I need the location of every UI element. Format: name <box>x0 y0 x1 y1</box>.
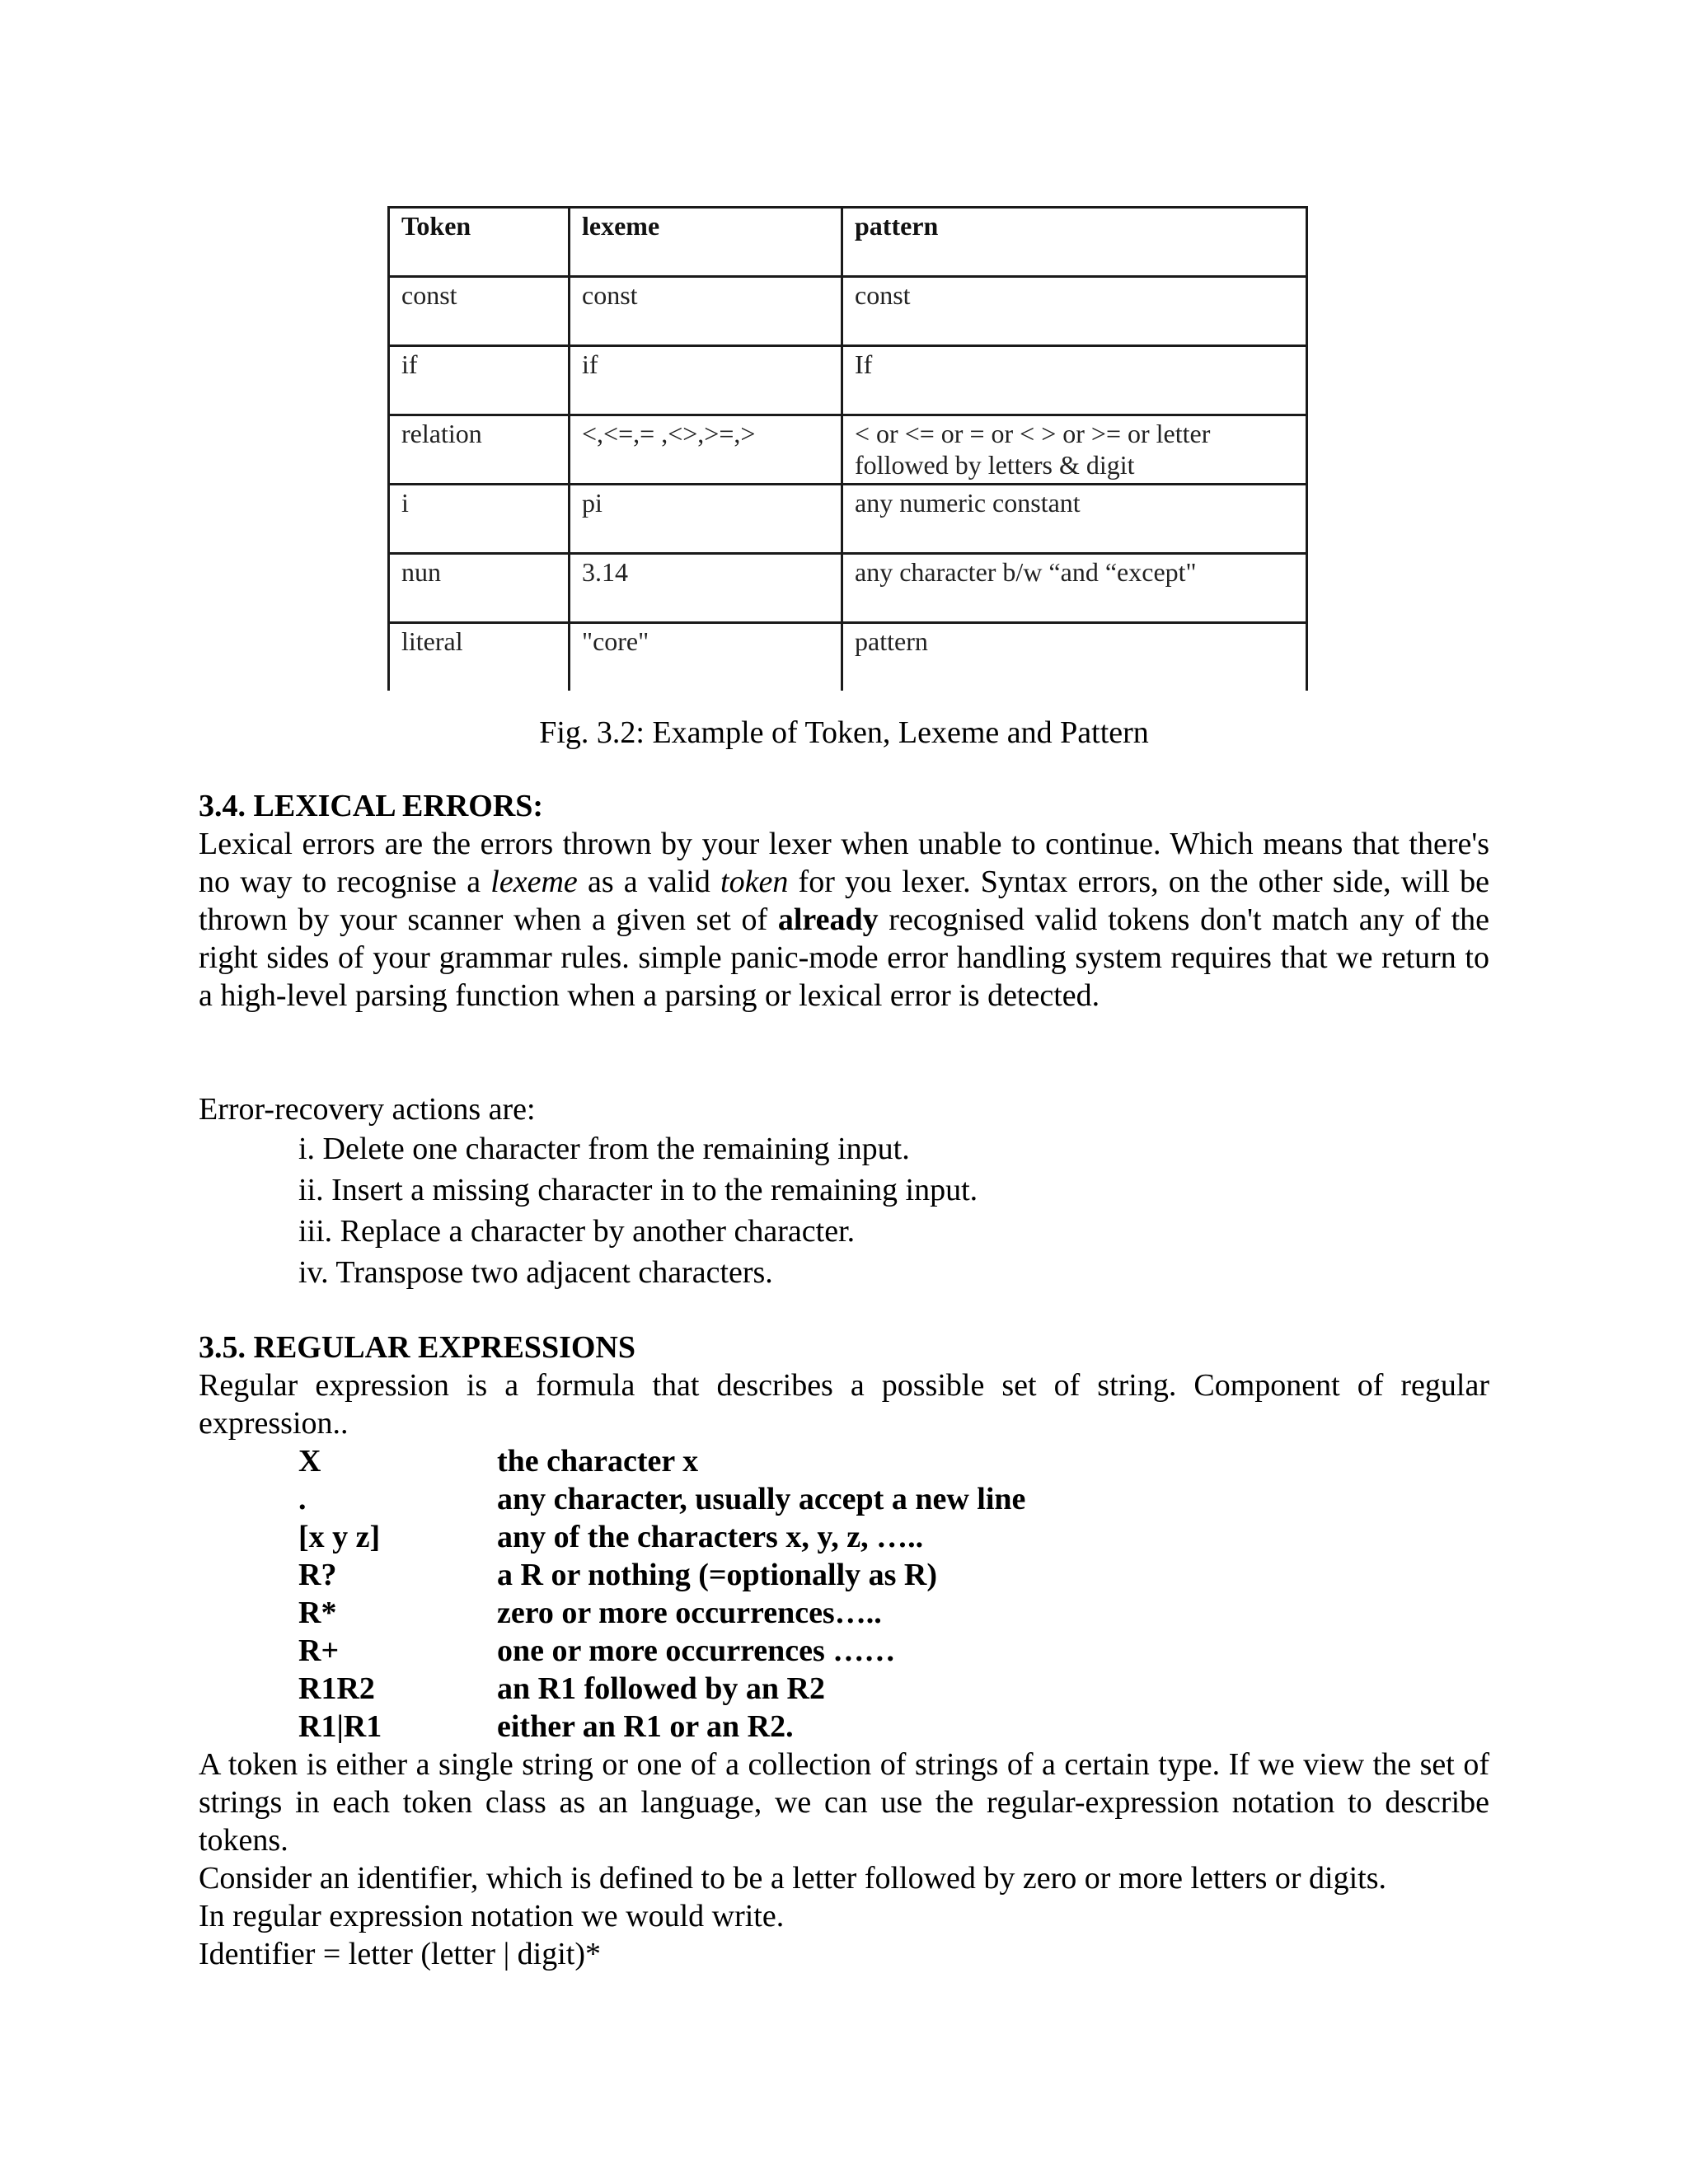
regex-symbol: [x y z] <box>298 1520 381 1554</box>
table-row <box>298 1594 1025 1632</box>
token-class-paragraph: A token is either a single string or one of a collection of strings of a certain type. If we view the set of strings in each token class as an language, we can use the regular-expression notation to describe tokens. <box>199 1747 1489 1858</box>
table-row <box>298 1670 1025 1708</box>
regex-meaning: zero or more occurrences….. <box>497 1596 882 1630</box>
regex-components-table <box>298 1442 1025 1746</box>
table-cell: literal <box>389 623 570 691</box>
table-cell: nun <box>389 554 570 623</box>
table-cell: pattern <box>842 623 1307 691</box>
regex-meaning: a R or nothing (=optionally as R) <box>497 1558 938 1592</box>
table-row <box>389 346 1307 415</box>
table-cell: pi <box>570 485 842 554</box>
table-row <box>298 1556 1025 1594</box>
table-row <box>298 1518 1025 1556</box>
regex-symbol: X <box>298 1444 321 1479</box>
paragraph-text: for you lexer. Syntax errors, on the other side, will be thrown by your scanner when a given set of <box>199 865 1489 937</box>
term-lexeme: lexeme <box>490 865 578 899</box>
header-token: Token <box>389 208 570 277</box>
table-cell: const <box>389 277 570 346</box>
recovery-intro: Error-recovery actions are: <box>199 1092 536 1127</box>
term-already: already <box>777 902 879 937</box>
table-cell: relation <box>389 415 570 485</box>
table-header-row <box>389 208 1307 277</box>
regex-meaning: any character, usually accept a new line <box>497 1482 1026 1516</box>
figure-caption: Fig. 3.2: Example of Token, Lexeme and Pattern <box>539 715 1149 750</box>
paragraph-text: Lexical errors are the errors thrown by your lexer when unable to continue. Which means that there's no way to recognise a <box>199 827 1489 899</box>
table-row <box>389 485 1307 554</box>
paragraph-text: recognised valid tokens don't match any of the right sides of your grammar rules. simple panic-mode error handling system requires that we return to a high-level parsing function when a parsing or lexical error is detected. <box>199 902 1489 1013</box>
table-cell: < or <= or = or < > or >= or letter followed by letters & digit <box>842 415 1307 485</box>
table-cell: if <box>389 346 570 415</box>
list-item: iii. Replace a character by another character. <box>298 1214 856 1249</box>
token-lexeme-pattern-table <box>387 206 1308 691</box>
table-row <box>389 415 1307 485</box>
table-row <box>389 554 1307 623</box>
regex-symbol: . <box>298 1482 307 1516</box>
regex-intro-paragraph: Regular expression is a formula that describes a possible set of string. Component of regular expression.. <box>199 1368 1489 1441</box>
regex-symbol: R? <box>298 1558 337 1592</box>
table-row <box>389 623 1307 691</box>
table-cell: const <box>842 277 1307 346</box>
regex-meaning: the character x <box>497 1444 699 1479</box>
table-row <box>389 277 1307 346</box>
term-token: token <box>720 865 789 899</box>
table-cell: "core" <box>570 623 842 691</box>
header-pattern: pattern <box>842 208 1307 277</box>
regex-meaning: one or more occurrences …… <box>497 1633 896 1668</box>
table-cell: if <box>570 346 842 415</box>
identifier-expression: Identifier = letter (letter | digit)* <box>199 1937 602 1971</box>
list-item: ii. Insert a missing character in to the remaining input. <box>298 1173 978 1207</box>
table-cell: If <box>842 346 1307 415</box>
regex-symbol: R1R2 <box>298 1671 375 1706</box>
table-cell: const <box>570 277 842 346</box>
table-row <box>298 1480 1025 1518</box>
table-row <box>298 1632 1025 1670</box>
regex-symbol: R* <box>298 1596 337 1630</box>
regex-symbol: R+ <box>298 1633 340 1668</box>
list-item: iv. Transpose two adjacent characters. <box>298 1255 773 1290</box>
recovery-actions-list <box>298 1128 978 1293</box>
regex-meaning: any of the characters x, y, z, ….. <box>497 1520 924 1554</box>
list-item: i. Delete one character from the remaining input. <box>298 1132 910 1166</box>
table-row <box>298 1442 1025 1480</box>
header-lexeme: lexeme <box>570 208 842 277</box>
table-cell: <,<=,= ,<>,>=,> <box>570 415 842 485</box>
table-cell: i <box>389 485 570 554</box>
regex-symbol: R1|R1 <box>298 1709 382 1744</box>
section-heading-regular-expressions: 3.5. REGULAR EXPRESSIONS <box>199 1330 635 1365</box>
regex-meaning: an R1 followed by an R2 <box>497 1671 825 1706</box>
section-heading-lexical-errors: 3.4. LEXICAL ERRORS: <box>199 789 544 823</box>
table-cell: any numeric constant <box>842 485 1307 554</box>
table-cell: any character b/w “and “except" <box>842 554 1307 623</box>
paragraph-text: as a valid <box>577 865 721 899</box>
table-row <box>298 1708 1025 1746</box>
regex-meaning: either an R1 or an R2. <box>497 1709 794 1744</box>
identifier-paragraph-line2: In regular expression notation we would write. <box>199 1899 785 1933</box>
table-cell: 3.14 <box>570 554 842 623</box>
identifier-paragraph-line1: Consider an identifier, which is defined to be a letter followed by zero or more letters or digits. <box>199 1861 1386 1896</box>
lexical-errors-paragraph <box>199 825 1489 1015</box>
